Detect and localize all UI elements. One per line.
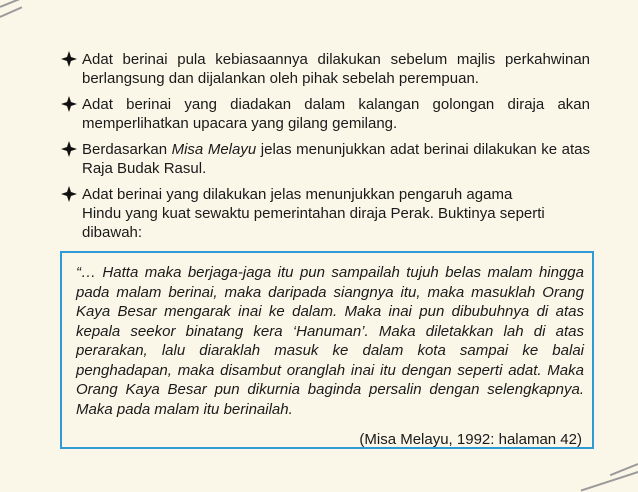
bullet-text xyxy=(82,140,590,178)
book-title: Misa Melayu xyxy=(171,141,257,158)
diamond-bullet-icon xyxy=(61,141,77,157)
bullet-item xyxy=(60,140,590,178)
diamond-bullet-icon xyxy=(61,186,77,202)
bullet-text-after: jelas menunjukkan adat berinai dilakukan ke atas Raja Budak Rasul. xyxy=(82,141,590,177)
decorative-line xyxy=(0,6,22,18)
diamond-bullet-icon xyxy=(61,51,77,67)
quote-text: “… Hatta maka berjaga-jaga itu pun sampailah tujuh belas malam hingga pada malam berinai, maka daripada siangnya itu, maka masuklah Orang Kaya Besar mengarak inai ke dalam. Maka inai pun dibubuhnya di atas kepala seekor binatang kera ‘Hanuman’. Maka diletakkan lah di atas perarakan, lalu diaraklah masuk ke dalam kota sampai ke balai penghadapan, maka disambut oranglah inai itu dengan seperti adat. Maka Orang Kaya Besar pun dikurnia baginda persalin dengan selengkapnya. Maka pada malam itu berinailah. xyxy=(76,264,584,418)
quote-box xyxy=(60,251,594,449)
quote-citation: (Misa Melayu, 1992: halaman 42) xyxy=(359,431,582,448)
bullet-list xyxy=(60,50,590,249)
diamond-bullet-icon xyxy=(61,96,77,112)
bullet-text: Adat berinai yang dilakukan jelas menunjukkan pengaruh agama Hindu yang kuat sewaktu pemerintahan diraja Perak. Buktinya seperti dibawah: xyxy=(82,186,545,241)
bullet-text: Adat berinai pula kebiasaannya dilakukan sebelum majlis perkahwinan berlangsung dan dijalankan oleh pihak sebelah perempuan. xyxy=(82,51,590,87)
bullet-text-before: Berdasarkan xyxy=(82,141,172,158)
bullet-text: Adat berinai yang diadakan dalam kalangan golongan diraja akan memperlihatkan upacara yang gilang gemilang. xyxy=(82,96,590,132)
bullet-item xyxy=(60,185,552,242)
bullet-item xyxy=(60,50,590,88)
bullet-item xyxy=(60,95,590,133)
